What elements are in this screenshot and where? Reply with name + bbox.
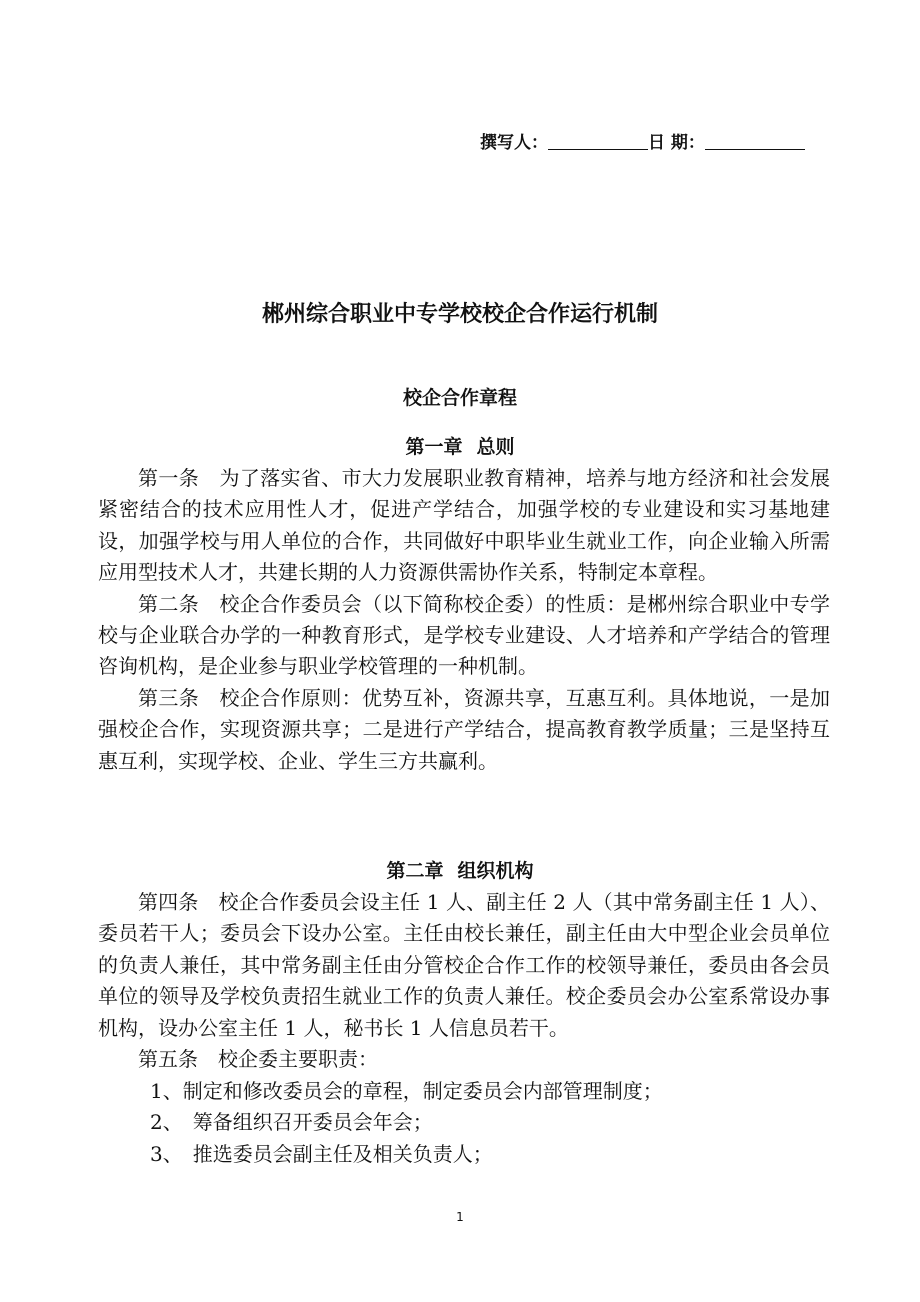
chapter-2-body <box>98 887 830 1075</box>
chapter-1-number: 第一章 <box>405 436 463 458</box>
document-title: 郴州综合职业中专学校校企合作运行机制 <box>261 302 658 327</box>
article-4: 第四条 校企合作委员会设主任 1 人、副主任 2 人（其中常务副主任 1 人）、委员若干人；委员会下设办公室。主任由校长兼任，副主任由大中型企业会员单位的负责人兼任，其中常务副主任由分管校企合作工作的校领导兼任，委员由各会员单位的领导及学校负责招生就业工作的负责人兼任。校企委员会办公室系常设办事机构，设办公室主任 1 人，秘书长 1 人信息员若干。 <box>98 890 830 1040</box>
author-blank <box>548 133 648 150</box>
charter-title: 校企合作章程 <box>402 387 517 409</box>
article-1: 第一条 为了落实省、市大力发展职业教育精神，培养与地方经济和社会发展紧密结合的技术应用性人才，促进产学结合，加强学校的专业建设和实习基地建设，加强学校与用人单位的合作，共同做好中职毕业生就业工作，向企业输入所需应用型技术人才，共建长期的人力资源供需协作关系，特制定本章程。 <box>98 466 830 585</box>
chapter-2-number: 第二章 <box>386 860 444 882</box>
page-number: 1 <box>456 1210 464 1224</box>
list-item: 2、 筹备组织召开委员会年会； <box>150 1110 433 1135</box>
chapter-2-name: 组织机构 <box>457 860 534 882</box>
author-date-line <box>480 128 840 153</box>
article-5: 第五条 校企委主要职责： <box>138 1047 378 1072</box>
author-label: 撰写人： <box>480 133 548 153</box>
duties-list <box>150 1076 663 1170</box>
chapter-1-name: 总则 <box>476 436 515 458</box>
date-label: 日 期： <box>648 133 705 153</box>
list-item: 1、制定和修改委员会的章程，制定委员会内部管理制度； <box>150 1079 663 1103</box>
chapter-2-heading <box>0 856 920 883</box>
list-item: 3、 推选委员会副主任及相关负责人； <box>150 1141 493 1166</box>
date-blank <box>705 133 805 150</box>
article-2: 第二条 校企合作委员会（以下简称校企委）的性质：是郴州综合职业中专学校与企业联合办学的一种教育形式，是学校专业建设、人才培养和产学结合的管理咨询机构，是企业参与职业学校管理的一种机制。 <box>98 591 830 679</box>
chapter-1-heading <box>0 432 920 459</box>
article-3: 第三条 校企合作原则：优势互补，资源共享，互惠互利。具体地说，一是加强校企合作，实现资源共享；二是进行产学结合，提高教育教学质量；三是坚持互惠互利，实现学校、企业、学生三方共赢利。 <box>98 685 830 773</box>
chapter-1-body <box>98 463 830 777</box>
